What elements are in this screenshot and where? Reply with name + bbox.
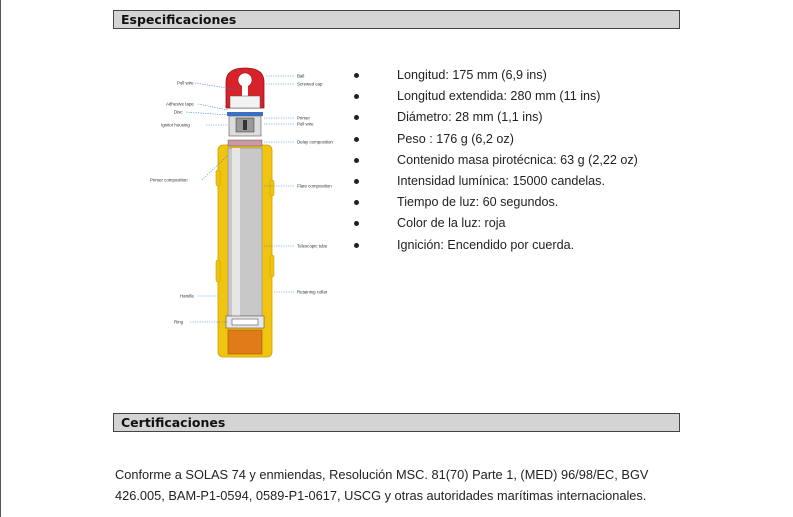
certifications-text xyxy=(115,464,715,506)
spec-item-pyrotechnic-mass: Contenido masa pirotécnica: 63 g (2,22 oz) xyxy=(352,150,638,171)
label-flare-composition: Flare composition xyxy=(297,183,332,189)
handle-ridge-left-1 xyxy=(216,170,220,186)
label-primer-composition: Primer composition xyxy=(150,177,188,183)
label-disc: Disc xyxy=(174,109,183,115)
label-handle: Handle xyxy=(180,293,194,299)
label-screwed-cap: Screwed cap xyxy=(297,81,323,87)
spec-item-length: Longitud: 175 mm (6,9 ins) xyxy=(352,65,638,86)
label-pull-wire-left: Pull wire xyxy=(177,80,194,86)
label-ignitor-housing: Ignitor housing xyxy=(161,122,190,128)
label-ball: Ball xyxy=(297,73,305,79)
spec-item-diameter: Diámetro: 28 mm (1,1 ins) xyxy=(352,107,638,128)
certifications-header xyxy=(113,413,680,432)
specifications-title: Especificaciones xyxy=(121,12,237,27)
specifications-list xyxy=(352,65,638,256)
base-plug xyxy=(228,330,262,354)
ring xyxy=(232,319,258,325)
spec-item-burn-time: Tiempo de luz: 60 segundos. xyxy=(352,192,638,213)
label-ring: Ring xyxy=(174,319,184,325)
tube-highlight xyxy=(232,148,240,316)
spec-item-luminous-intensity: Intensidad lumínica: 15000 candelas. xyxy=(352,171,638,192)
label-pull-wire-right: Pull wire xyxy=(297,121,314,127)
spec-item-weight: Peso : 176 g (6,2 oz) xyxy=(352,129,638,150)
handle-ridge-right-1 xyxy=(270,180,274,196)
label-adhesive-tape: Adhesive tape xyxy=(166,101,194,107)
flare-diagram xyxy=(140,60,350,370)
spec-item-light-color: Color de la luz: roja xyxy=(352,213,638,234)
label-retaining-collar: Retaining collar xyxy=(297,289,328,295)
handle-ridge-left-2 xyxy=(216,260,220,282)
flare-diagram-svg xyxy=(140,60,350,370)
handle-ridge-right-2 xyxy=(270,255,274,277)
adhesive-tape xyxy=(227,112,263,116)
pull-wire-inner xyxy=(243,120,247,130)
certifications-line-1: Conforme a SOLAS 74 y enmiendas, Resolución MSC. 81(70) Parte 1, (MED) 96/98/EC, BGV xyxy=(115,467,649,482)
certifications-title: Certificaciones xyxy=(121,415,226,430)
label-telescopic-tube: Telescopic tube xyxy=(297,243,328,249)
cap-ball xyxy=(238,73,252,87)
delay-composition-band xyxy=(228,140,262,146)
label-delay-composition: Delay composition xyxy=(297,139,333,145)
specifications-header xyxy=(113,10,680,29)
cap-disc xyxy=(230,96,260,108)
label-primer: Primer xyxy=(297,115,310,121)
spec-item-extended-length: Longitud extendida: 280 mm (11 ins) xyxy=(352,86,638,107)
page-edge xyxy=(0,0,1,517)
certifications-line-2: 426.005, BAM-P1-0594, 0589-P1-0617, USCG y otras autoridades marítimas internacionales. xyxy=(115,488,647,503)
spec-item-ignition: Ignición: Encendido por cuerda. xyxy=(352,235,638,256)
